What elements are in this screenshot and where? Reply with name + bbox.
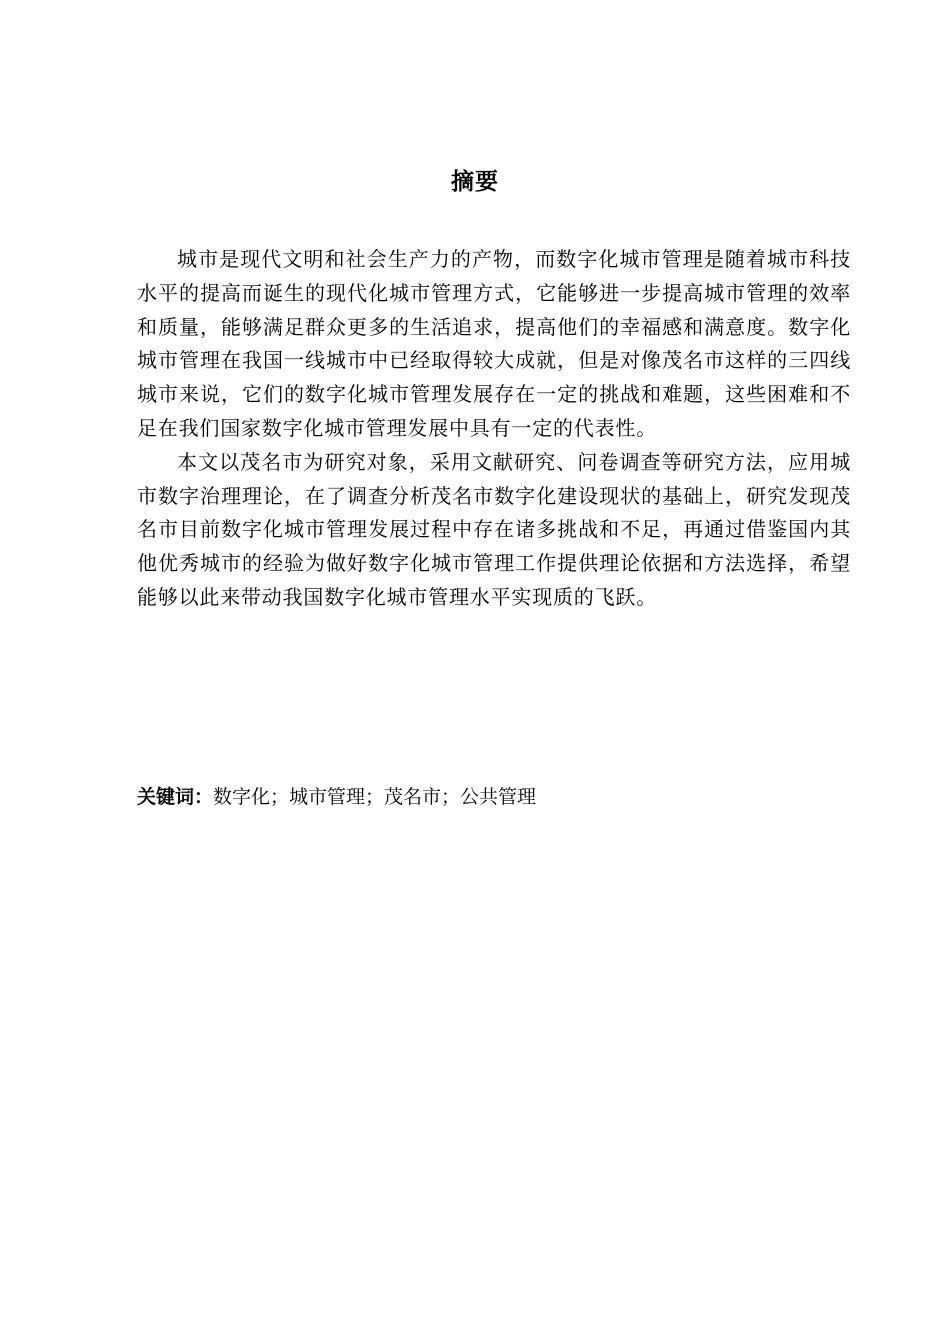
abstract-body [137, 243, 851, 615]
abstract-paragraph-2: 本文以茂名市为研究对象，采用文献研究、问卷调查等研究方法，应用城市数字治理理论，在了调查分析茂名市数字化建设现状的基础上，研究发现茂名市目前数字化城市管理发展过程中存在诸多挑战和不足，再通过借鉴国内其他优秀城市的经验为做好数字化城市管理工作提供理论依据和方法选择，希望能够以此来带动我国数字化城市管理水平实现质的飞跃。 [137, 449, 851, 609]
abstract-title: 摘要 [451, 169, 499, 195]
keywords-line [137, 782, 851, 812]
abstract-paragraph-1: 城市是现代文明和社会生产力的产物，而数字化城市管理是随着城市科技水平的提高而诞生的现代化城市管理方式，它能够进一步提高城市管理的效率和质量，能够满足群众更多的生活追求，提高他们的幸福感和满意度。数字化城市管理在我国一线城市中已经取得较大成就，但是对像茂名市这样的三四线城市来说，它们的数字化城市管理发展存在一定的挑战和难题，这些困难和不足在我们国家数字化城市管理发展中具有一定的代表性。 [137, 247, 851, 440]
keywords-label: 关键词： [137, 786, 214, 808]
keywords-text: 数字化；城市管理；茂名市；公共管理 [213, 786, 537, 808]
